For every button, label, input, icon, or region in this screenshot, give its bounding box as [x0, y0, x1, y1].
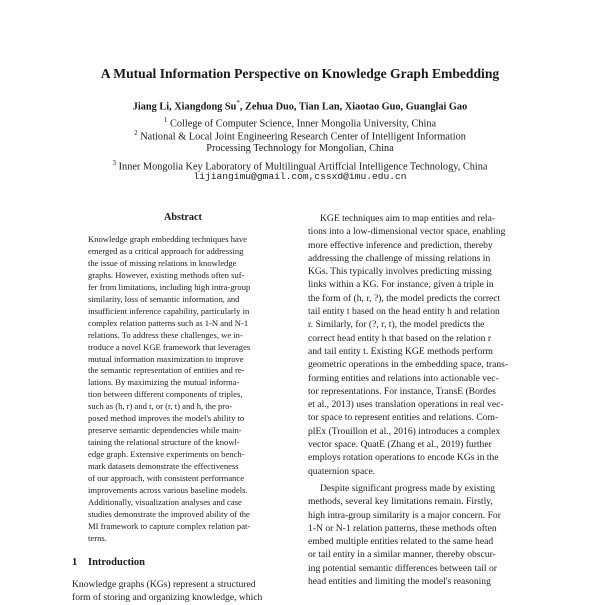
body-line: 1-N or N-1 relation patterns, these methods often — [308, 522, 497, 534]
affiliation-text: Inner Mongolia Key Laboratory of Multilingual Artiffcial Intelligence Technology, China — [118, 161, 488, 173]
body-line: addressing the challenge of missing relations in — [308, 252, 491, 264]
affiliation-mark: 3 — [112, 159, 117, 167]
intro-line: form of storing and organizing knowledge, which — [72, 592, 263, 604]
body-line: or tail entity in a similar manner, thereby obscur- — [308, 549, 496, 561]
body-line: head entities and limiting the model's reasoning — [308, 576, 491, 588]
abstract-line: relations. To address these challenges, we in- — [88, 329, 243, 340]
body-line: vector space. QuatE (Zhang et al., 2019) further — [308, 439, 492, 451]
abstract-line: preserve semantic dependencies while main- — [88, 425, 242, 436]
abstract-line: posed method improves the model's ability to — [88, 413, 245, 424]
intro-line: Knowledge graphs (KGs) represent a structured — [72, 579, 256, 590]
abstract-line: troduce a novel KGE framework that leverages — [88, 341, 251, 352]
body-line: tor space to represent entities and relations. Com- — [308, 412, 499, 424]
author-emails: lijiangimu@gmail.com,cssxd@imu.edu.cn — [193, 171, 407, 182]
body-line: correct head entity h that based on the relation r — [308, 332, 492, 344]
affiliation-2 — [0, 127, 600, 155]
abstract-line: studies demonstrate the improved ability of the — [88, 508, 250, 519]
abstract-line: edge graph. Extensive experiments on bench- — [88, 449, 245, 460]
body-line: tions into a low-dimensional vector space, enabling — [308, 226, 506, 238]
abstract-line: fer from limitations, including high intra-group — [88, 281, 251, 292]
affiliation-text: College of Computer Science, Inner Mongolia University, China — [169, 118, 437, 130]
abstract-line: graphs. However, existing methods often suf- — [88, 269, 245, 280]
paragraph-limitations — [308, 482, 530, 588]
author-names-first: Jiang Li, Xiangdong Su — [132, 101, 237, 113]
body-line: plEx (Trouillon et al., 2016) introduces a complex — [308, 425, 501, 437]
abstract-line: the semantic representation of entities and re- — [88, 365, 245, 376]
affiliation-text-cont: Processing Technology for Mongolian, China — [206, 143, 394, 155]
abstract-line: mutual information maximization to improve — [88, 353, 244, 364]
corresponding-mark: * — [236, 99, 240, 107]
abstract-line: tion between different components of triples, — [88, 389, 243, 400]
author-list — [0, 99, 600, 112]
abstract-line: emerged as a critical approach for addressing — [88, 245, 244, 256]
body-line: high intra-group similarity is a major concern. For — [308, 509, 501, 521]
body-line: KGE techniques aim to map entities and rela- — [320, 213, 496, 224]
abstract-line: such as (h, r) and t, or (r, t) and h, the pro- — [88, 401, 233, 412]
abstract-line: similarity, loss of semantic information, and — [88, 293, 240, 304]
paragraph-kge-techniques — [308, 212, 530, 478]
body-line: KGs. This typically involves predicting missing — [308, 266, 492, 278]
affiliation-text: National & Local Joint Engineering Research Center of Intelligent Information — [140, 131, 466, 143]
section-title: Introduction — [88, 557, 145, 568]
body-line: tail entity t based on the head entity h and relation — [308, 306, 500, 318]
body-line: tor representations. For instance, TransE (Bordes — [308, 385, 496, 397]
abstract-line: insufficient inference capability, particularly in — [88, 305, 250, 316]
body-line: ing potential semantic differences between tail or — [308, 562, 497, 574]
body-line: methods, several key limitations remain. Firstly, — [308, 496, 493, 508]
abstract-body — [88, 234, 278, 545]
abstract-line: the issue of missing relations in knowledge — [88, 257, 237, 268]
body-line: Despite significant progress made by existing — [320, 482, 496, 494]
abstract-line: Additionally, visualization analyses and case — [88, 496, 242, 507]
abstract-line: of our approach, with consistent performance — [88, 473, 245, 484]
abstract-line: MI framework to capture complex relation pat- — [88, 520, 251, 531]
abstract-line: taining the relational structure of the knowl- — [88, 437, 240, 448]
body-line: quaternion space. — [308, 465, 376, 477]
introduction-body — [72, 578, 294, 605]
body-line: employs rotation operations to encode KGs in the — [308, 452, 499, 464]
right-column — [308, 212, 530, 592]
body-line: geometric operations in the embedding space, trans- — [308, 359, 509, 371]
body-line: forming entities and relations into actionable vec- — [308, 372, 499, 384]
affiliation-mark: 1 — [163, 116, 168, 124]
body-line: the form of (h, r, ?), the model predicts the correct — [308, 292, 501, 304]
body-line: links within a KG. For instance, given a triple in — [308, 279, 494, 291]
author-names-rest: , Zehua Duo, Tian Lan, Xiaotao Guo, Guanglai Gao — [239, 101, 468, 113]
abstract-line: Knowledge graph embedding techniques have — [88, 234, 247, 244]
abstract-line: improvements across various baseline models. — [88, 485, 248, 496]
body-line: r. Similarly, for (?, r, t), the model predicts the — [308, 319, 485, 331]
body-line: embed multiple entities related to the same head — [308, 536, 494, 548]
body-line: and tail entity t. Existing KGE methods perform — [308, 345, 493, 357]
abstract-line: terns. — [88, 532, 107, 543]
abstract-line: complex relation patterns such as 1-N and N-1 — [88, 317, 249, 328]
paper-title: A Mutual Information Perspective on Knowledge Graph Embedding — [100, 66, 500, 81]
body-line: et al., 2013) uses translation operations in real vec- — [308, 399, 504, 411]
section-heading-introduction — [72, 557, 145, 568]
abstract-heading: Abstract — [164, 212, 202, 223]
abstract-line: lations. By maximizing the mutual informa- — [88, 377, 240, 388]
abstract-line: mark datasets demonstrate the effectiveness — [88, 461, 239, 472]
affiliation-mark: 2 — [134, 129, 138, 137]
body-line: more effective inference and prediction, thereby — [308, 239, 493, 251]
section-number: 1 — [72, 557, 78, 568]
